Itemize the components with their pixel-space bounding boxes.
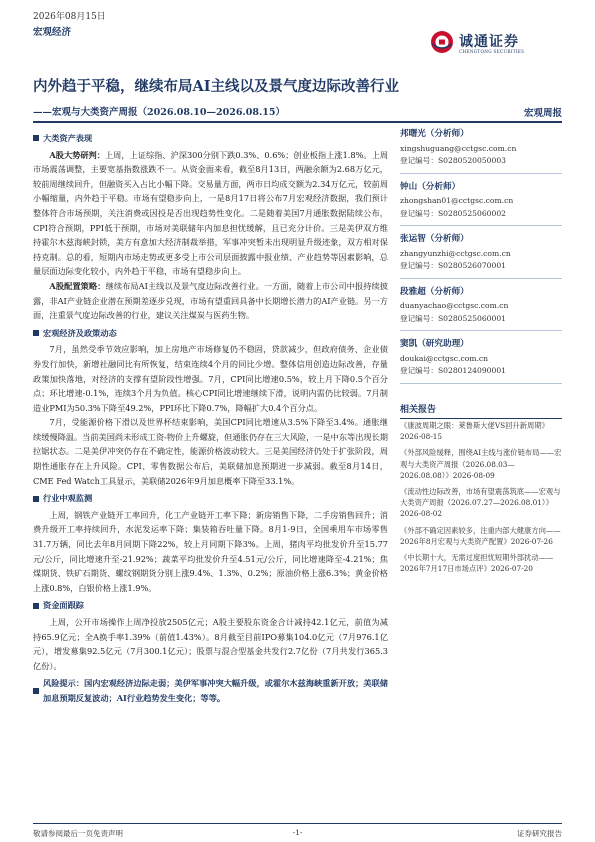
- related-reports-heading: 相关报告: [400, 402, 562, 419]
- analyst-email[interactable]: xingshuguang@cctgsc.com.cn: [400, 143, 517, 153]
- risk-warning: 风险提示：国内宏观经济边际走弱；美伊军事冲突大幅升级，或霍尔木兹海峡重新开放；美联储加息预期反复波动；AI行业趋势发生变化；等等。: [33, 676, 388, 705]
- analyst-sidebar: [400, 128, 562, 391]
- report-subtitle: ——宏观与大类资产周报（2026.08.10—2026.08.15）: [33, 107, 285, 118]
- section-heading-industry: 行业中观监测: [33, 491, 388, 506]
- square-bullet-icon: [33, 688, 39, 694]
- related-report-link[interactable]: 《流动性边际改善，市场有望震荡筑底——宏观与大类资产周报（2026.07.27—2026.08.01）》2026-08-02: [400, 487, 561, 519]
- logo-english-name: CHENGTONG SECURITIES: [459, 49, 525, 54]
- paragraph-industry: 上周，钢铁产业链开工率回升，化工产业链开工率下降；新房销售下降，二手房销售回升；消费升级开工率持续回升，水泥发运率下降；集装箱吞吐量下降。8月1-9日，全国乘用车市场零售31.7万辆，同比去年8月同期下降22%，较上月同期下降3%。上周，猪肉平均批发价升至15.77元/公斤，同比增速升至-21.92%；蔬菜平均批发价升至4.51元/公斤，同比增速降至-4.21%；焦煤期货、铁矿石期货、螺纹钢期货分别上涨9.4%、1.3%、0.2%；原油价格上涨6.3%；黄金价格上涨0.8%，白银价格上涨1.9%。: [33, 509, 388, 593]
- title-divider: [33, 121, 562, 123]
- related-report-link[interactable]: 《中长期十大，无需过度担忧短期外部扰动——2026年7月17日市场点评》2026-07-20: [400, 553, 554, 574]
- section-heading-policy: 宏观经济及政策动态: [33, 326, 388, 341]
- square-bullet-icon: [33, 496, 39, 502]
- analyst-card: 张运智（分析师） zhangyunzhi@cctgsc.com.cn 登记编号：S0280526070001: [400, 233, 562, 279]
- analyst-card: 窦凯（研究助理） doukai@cctgsc.com.cn 登记编号：S0280124090001: [400, 338, 562, 384]
- paragraph-stock: A股大势研判：上周，上证综指、沪深300分别下跌0.3%、0.6%；创业板指上涨1.8%。上周市场震荡调整，主要宽基指数涨跌不一。从资金面来看，截至8月13日，两融余额为2.68万亿元，较前周继续回升，但融资买入占比小幅下降。交易量方面，两市日均成交额为2.34万亿元，较前周小幅缩量，内外趋于平稳。市场有望稳步向上，一是8月17日将公布7月宏观经济数据，我们预计整体符合市场预期，关注消费或因投是否出现趋势性变化。二是随着美国7月通胀数据陆续公布，CPI符合预期，PPI低于预期，市场对美联储年内加息担忧缓解，且已充分计价。三是美伊双方维持霍尔木兹海峡封锁，美方有意加大经济制裁举措，军事冲突暂未出现明显升级迹象，双方相对保持克制。总的看，短期内市场走势或更多受上市公司层面披露中报业绩、产业趋势等因素影响，总量层面边际变化较小，内外趋于平稳，市场有望稳步向上。: [33, 149, 388, 277]
- section-label: 宏观经济: [33, 27, 72, 38]
- report-date: 2026年08月15日: [33, 12, 106, 22]
- related-report-link[interactable]: 《外部风险缓释，围绕AI主线与涨价链布局——宏观与大类资产周报（2026.08.03—2026.08.08）》2026-08-09: [400, 448, 562, 480]
- analyst-card: 邦曙光（分析师） xingshuguang@cctgsc.com.cn 登记编号：S0280520050003: [400, 128, 562, 174]
- related-report-link[interactable]: 《康波周期之眼：莱鲁斯大佬VS回升新周期》2026-08-15: [400, 421, 549, 442]
- analyst-email[interactable]: zhongshan01@cctgsc.com.cn: [400, 196, 514, 205]
- report-type: 宏观周报: [523, 108, 562, 119]
- analyst-card: 段雅超（分析师） duanyachao@cctgsc.com.cn 登记编号：S0280525060001: [400, 286, 562, 332]
- analyst-email[interactable]: duanyachao@cctgsc.com.cn: [400, 301, 509, 310]
- paragraph-policy-1: 7月，虽然受季节效应影响，加上房地产市场修复仍不稳固，贷款减少，但政府债务、企业债券发行加快，新增社融同比有所恢复，结束连续4个月的同比少增。整体信用创造边际改善，存量政策加快落地，对经济的支撑有望阶段性增强。7月，CPI同比增速0.5%，较上月下降0.5个百分点；环比增速-0.1%，连续3个月为负值。核心CPI同比增速继续下滑，说明内需仍比较弱。7月制造业PMI为50.3%下降至49.2%，PPI环比下降0.7%，降幅扩大0.4个百分点。: [33, 344, 388, 413]
- paragraph-sector: A股配置策略：继续布局AI主线以及景气度边际改善行业。一方面，随着上市公司中报持续披露，非AI产业链企业潜在预期差逐步兑现，市场有望重回具备中长期增长潜力的AI产业链。另一方面，注重景气度边际改善的行业，建议关注煤炭与医药生物。: [33, 280, 388, 321]
- company-logo: [430, 28, 560, 58]
- report-title: 内外趋于平稳，继续布局AI主线以及景气度边际改善行业: [33, 78, 400, 95]
- square-bullet-icon: [33, 330, 39, 336]
- section-heading-fund: 资金面跟踪: [33, 598, 388, 613]
- paragraph-fund: 上周，公开市场操作上周净投放2505亿元；A股主要股东资金合计减持42.1亿元，前值为减持65.9亿元；全A换手率1.39%（前值1.43%）。8月截至目前IPO募集104.0亿元（7月976.1亿元），增发募集92.5亿元（7月300.1亿元）；股票与混合型基金共发行2.7亿份（7月共发行365.3亿份）。: [33, 617, 388, 671]
- main-column: [33, 128, 388, 708]
- square-bullet-icon: [33, 135, 39, 141]
- analyst-card: 钟山（分析师） zhongshan01@cctgsc.com.cn 登记编号：S0280525060002: [400, 181, 562, 227]
- related-reports-list: [400, 420, 562, 579]
- analyst-email[interactable]: zhangyunzhi@cctgsc.com.cn: [400, 248, 511, 258]
- section-heading-asset: 大类资产表现: [33, 131, 388, 146]
- logo-emblem-icon: [430, 30, 454, 54]
- related-report-link[interactable]: 《外部不确定因素较多，注重内部大健康方向——2026年8月宏观与大类资产配置》2026-07-26: [400, 525, 561, 546]
- logo-name: 诚通证券: [459, 34, 519, 50]
- paragraph-policy-2: 7月，受能源价格下滑以及世界杯结束影响，美国CPI同比增速从3.5%下降至3.4%。通胀继续缓慢降温。当前美国尚未形成工资-物价上升螺旋，但通胀仍存在三大风险，一是中东等出现长期拉锯状态。二是美伊冲突仍存在不确定性，能源价格波动较大。三是美国经济仍处于扩张阶段，周期性通胀存在上升风险。CPI、零售数据公布后，美联储加息预期进一步减弱。截至8月14日，CME Fed Watch工具显示，美联储2026年9月加息概率下降至33.1%。: [33, 417, 388, 486]
- footer-divider: [33, 823, 562, 824]
- disclaimer-note: 敬请参阅最后一页免责声明: [33, 829, 123, 838]
- page-number: -1-: [292, 828, 303, 837]
- square-bullet-icon: [33, 603, 39, 609]
- footer-label: 证券研究报告: [517, 829, 562, 838]
- analyst-email[interactable]: doukai@cctgsc.com.cn: [400, 353, 489, 363]
